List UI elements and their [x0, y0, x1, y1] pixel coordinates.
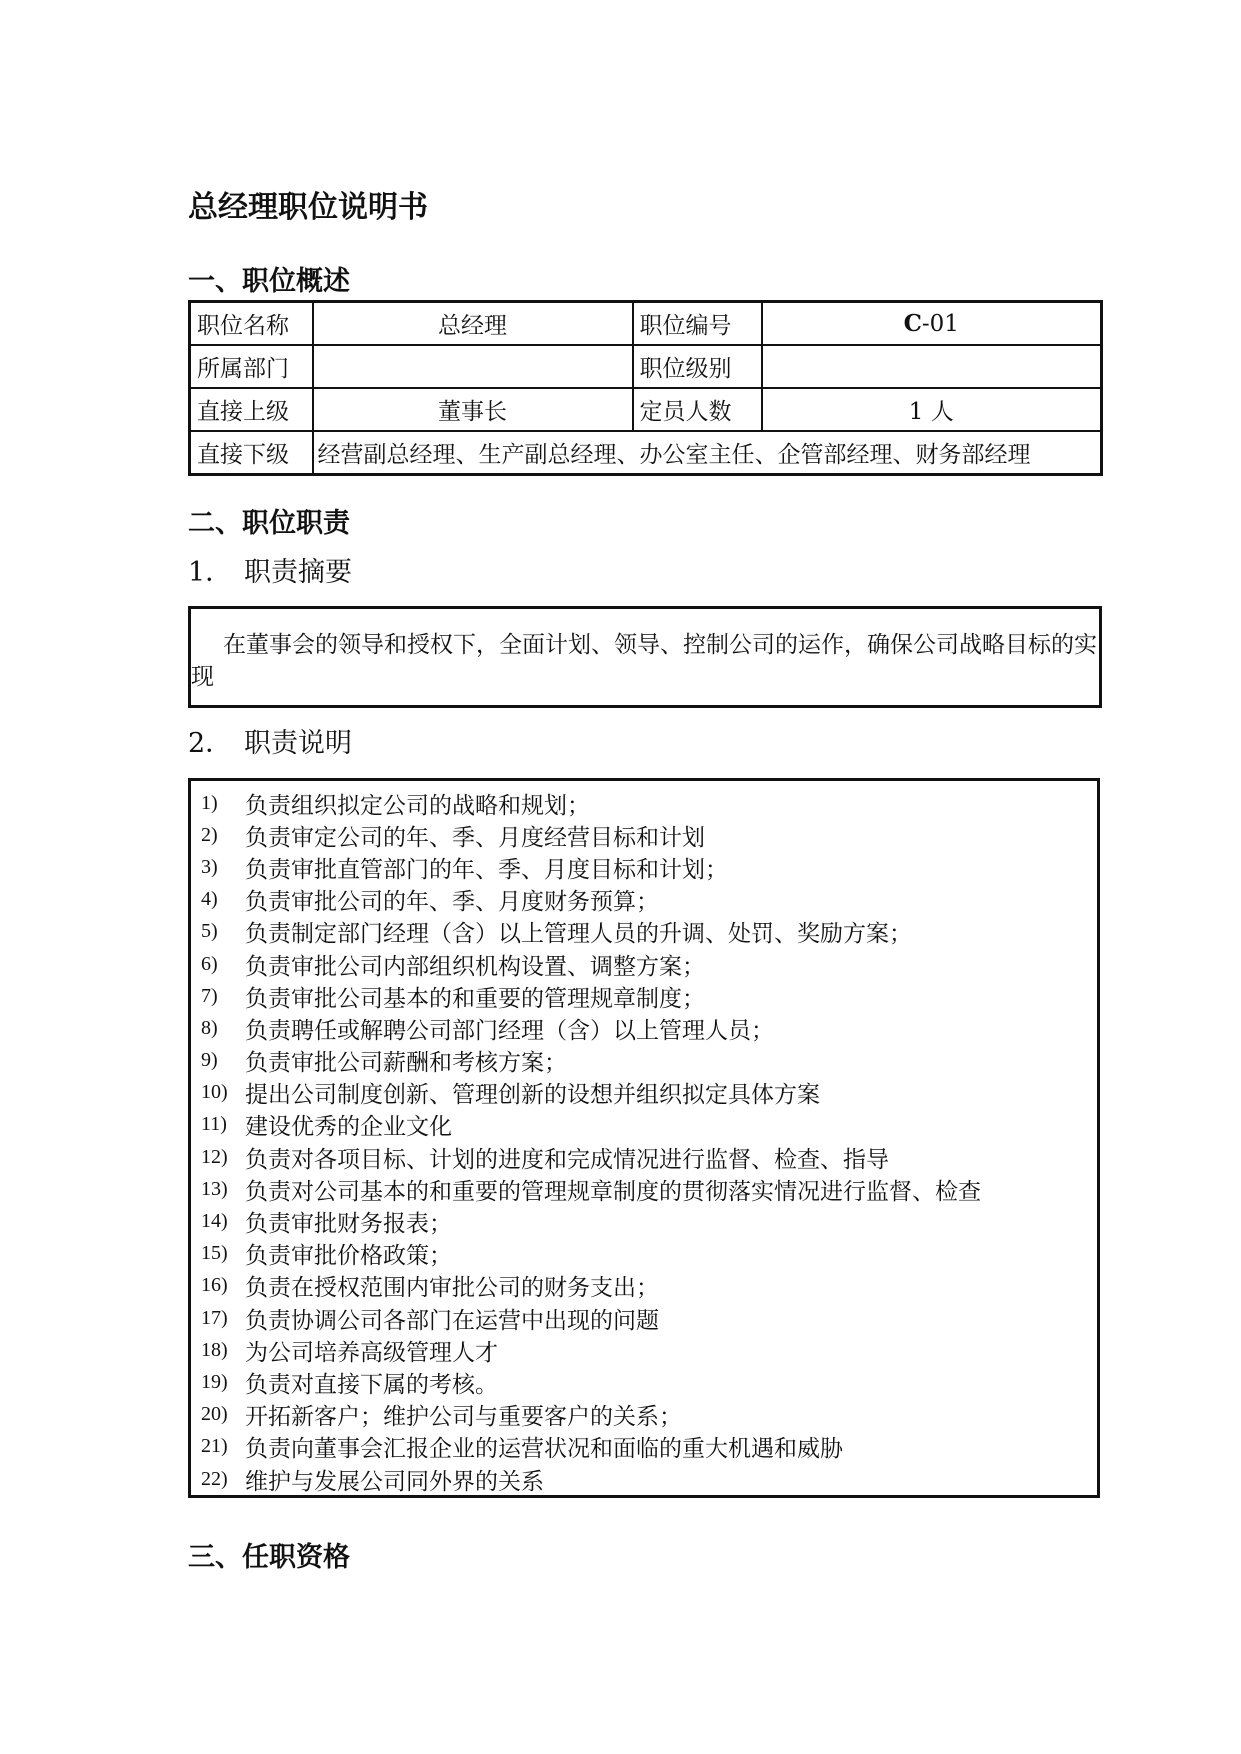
duty-number: 5) [201, 920, 218, 943]
duty-text: 负责审批公司内部组织机构设置、调整方案； [245, 953, 705, 980]
cell-subordinates-value: 经营副总经理、生产副总经理、办公室主任、企管部经理、财务部经理 [313, 431, 1102, 475]
duty-text: 负责审批直管部门的年、季、月度目标和计划； [245, 856, 728, 883]
duty-text: 负责在授权范围内审批公司的财务支出； [245, 1275, 659, 1302]
field-value [313, 345, 633, 388]
duty-item [201, 884, 1097, 916]
duty-text: 维护与发展公司同外界的关系 [245, 1468, 544, 1495]
sub-heading-summary-number: 1． [188, 557, 233, 588]
duty-summary-text: 在董事会的领导和授权下，全面计划、领导、控制公司的运作，确保公司战略目标的实现 [191, 632, 1097, 690]
position-overview-table [188, 300, 1103, 476]
duty-number: 3) [201, 855, 218, 878]
duty-number: 20) [201, 1403, 228, 1426]
duty-text: 负责向董事会汇报企业的运营状况和面临的重大机遇和威胁 [245, 1436, 843, 1463]
duty-item [201, 1205, 1097, 1237]
field-value: C-01 [762, 302, 1102, 346]
duty-item [201, 1109, 1097, 1141]
duty-text: 负责审批价格政策； [245, 1243, 452, 1270]
duty-number: 9) [201, 1049, 218, 1072]
overview-row [190, 302, 1102, 346]
duty-number: 18) [201, 1338, 228, 1361]
sub-heading-summary-text: 职责摘要 [244, 557, 352, 588]
field-value: 总经理 [313, 302, 633, 346]
field-label: 职位编号 [633, 302, 762, 346]
cell-subordinates-label: 直接下级 [190, 431, 313, 475]
duty-item [201, 1141, 1097, 1173]
duty-number: 2) [201, 823, 218, 846]
overview-table-body [190, 302, 1102, 475]
section-heading-overview: 一、职位概述 [188, 266, 350, 297]
overview-row-subordinates [190, 431, 1102, 475]
sub-heading-duty-details-number: 2． [188, 728, 233, 759]
duty-list [191, 781, 1097, 1495]
duty-details-box [188, 778, 1100, 1498]
duty-number: 6) [201, 952, 218, 975]
duty-item [201, 1399, 1097, 1431]
duty-item [201, 980, 1097, 1012]
duty-number: 14) [201, 1210, 228, 1233]
duty-text: 负责制定部门经理（含）以上管理人员的升调、处罚、奖励方案； [245, 921, 912, 948]
sub-heading-duty-details-text: 职责说明 [244, 728, 352, 759]
sub-heading-summary [188, 555, 352, 591]
duty-summary-box [188, 606, 1102, 708]
duty-number: 1) [201, 791, 218, 814]
duty-number: 7) [201, 984, 218, 1007]
duty-number: 8) [201, 1016, 218, 1039]
field-value: 董事长 [313, 388, 633, 431]
duty-item [201, 948, 1097, 980]
duty-item [201, 1463, 1097, 1495]
duty-text: 负责审批公司基本的和重要的管理规章制度； [245, 985, 705, 1012]
duty-text: 负责审定公司的年、季、月度经营目标和计划 [245, 824, 705, 851]
duty-number: 11) [201, 1113, 227, 1136]
duty-text: 负责协调公司各部门在运营中出现的问题 [245, 1307, 659, 1334]
duty-item [201, 1077, 1097, 1109]
duty-text: 负责审批财务报表； [245, 1211, 452, 1238]
duty-number: 16) [201, 1274, 228, 1297]
duty-item [201, 1012, 1097, 1044]
duty-text: 负责审批公司薪酬和考核方案； [245, 1050, 567, 1077]
duty-item [201, 916, 1097, 948]
duty-text: 负责聘任或解聘公司部门经理（含）以上管理人员； [245, 1017, 774, 1044]
duty-item [201, 1270, 1097, 1302]
duty-text: 建设优秀的企业文化 [245, 1114, 452, 1141]
sub-heading-duty-details [188, 726, 352, 762]
duty-number: 12) [201, 1145, 228, 1168]
duty-number: 15) [201, 1242, 228, 1265]
field-value: 1 人 [762, 388, 1102, 431]
duty-number: 13) [201, 1177, 228, 1200]
overview-row [190, 388, 1102, 431]
field-label: 职位级别 [633, 345, 762, 388]
duty-number: 10) [201, 1081, 228, 1104]
duty-text: 为公司培养高级管理人才 [245, 1339, 498, 1366]
duty-number: 21) [201, 1435, 228, 1458]
overview-row [190, 345, 1102, 388]
duty-item [201, 1334, 1097, 1366]
duty-text: 负责对直接下属的考核。 [245, 1371, 498, 1398]
duty-number: 4) [201, 888, 218, 911]
duty-item [201, 1431, 1097, 1463]
duty-item [201, 787, 1097, 819]
duty-text: 开拓新客户；维护公司与重要客户的关系； [245, 1404, 682, 1431]
duty-text: 提出公司制度创新、管理创新的设想并组织拟定具体方案 [245, 1082, 820, 1109]
field-label: 职位名称 [190, 302, 313, 346]
duty-item [201, 819, 1097, 851]
duty-item [201, 1366, 1097, 1398]
duty-number: 22) [201, 1467, 228, 1490]
duty-item [201, 1238, 1097, 1270]
field-label: 所属部门 [190, 345, 313, 388]
duty-text: 负责组织拟定公司的战略和规划； [245, 792, 590, 819]
section-heading-duties: 二、职位职责 [188, 508, 350, 539]
field-value [762, 345, 1102, 388]
duty-number: 19) [201, 1370, 228, 1393]
duty-text: 负责审批公司的年、季、月度财务预算； [245, 889, 659, 916]
duty-number: 17) [201, 1306, 228, 1329]
duty-item [201, 1045, 1097, 1077]
duty-item [201, 1302, 1097, 1334]
duty-text: 负责对公司基本的和重要的管理规章制度的贯彻落实情况进行监督、检查 [245, 1178, 981, 1205]
field-label: 定员人数 [633, 388, 762, 431]
duty-item [201, 851, 1097, 883]
field-label: 直接上级 [190, 388, 313, 431]
duty-item [201, 1173, 1097, 1205]
section-heading-qualifications: 三、任职资格 [188, 1542, 350, 1573]
document-title: 总经理职位说明书 [188, 190, 428, 225]
duty-text: 负责对各项目标、计划的进度和完成情况进行监督、检查、指导 [245, 1146, 889, 1173]
